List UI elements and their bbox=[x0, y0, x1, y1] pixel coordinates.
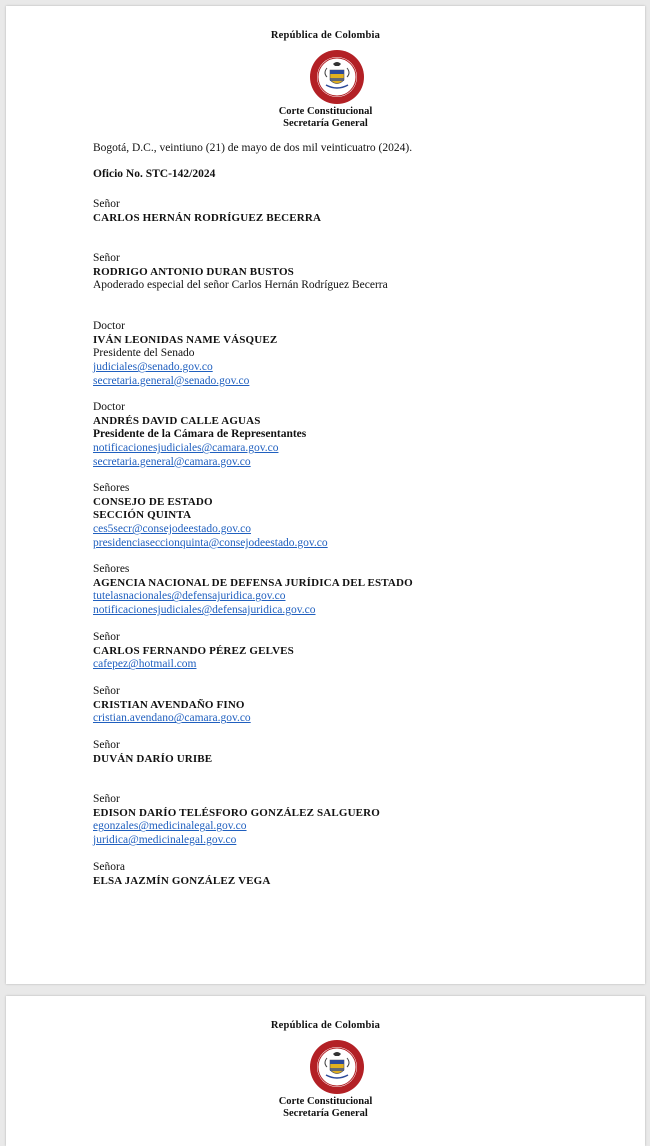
recipient-name: EDISON DARÍO TELÉSFORO GONZÁLEZ SALGUERO bbox=[93, 806, 380, 819]
recipient-block bbox=[93, 401, 625, 470]
org-name: Corte Constitucional bbox=[278, 106, 373, 117]
document-page-1 bbox=[6, 6, 645, 984]
recipient-title: Doctor bbox=[93, 320, 125, 332]
coat-of-arms-seal-icon bbox=[309, 49, 365, 105]
recipient-name: DUVÁN DARÍO URIBE bbox=[93, 752, 213, 765]
country-heading: República de Colombia bbox=[270, 30, 381, 41]
recipient-title: Señor bbox=[93, 198, 120, 210]
recipient-name: CRISTIAN AVENDAÑO FINO bbox=[93, 698, 245, 711]
email-link[interactable]: secretaria.general@camara.gov.co bbox=[93, 455, 251, 468]
recipient-name: CONSEJO DE ESTADO bbox=[93, 495, 213, 508]
email-link[interactable]: egonzales@medicinalegal.gov.co bbox=[93, 820, 247, 833]
email-link[interactable]: cristian.avendano@camara.gov.co bbox=[93, 712, 251, 725]
email-link[interactable]: judiciales@senado.gov.co bbox=[93, 361, 213, 374]
email-link[interactable]: juridica@medicinalegal.gov.co bbox=[93, 834, 237, 847]
recipient-role: Presidente de la Cámara de Representantes bbox=[93, 428, 307, 441]
email-link[interactable]: notificacionesjudiciales@camara.gov.co bbox=[93, 442, 279, 455]
recipient-name: AGENCIA NACIONAL DE DEFENSA JURÍDICA DEL ESTADO bbox=[93, 576, 413, 589]
recipient-block bbox=[93, 563, 625, 618]
recipient-block bbox=[93, 685, 625, 726]
letter-body bbox=[93, 142, 625, 180]
email-link[interactable]: tutelasnacionales@defensajuridica.gov.co bbox=[93, 590, 286, 603]
letterhead bbox=[6, 30, 645, 41]
recipient-title: Doctor bbox=[93, 401, 125, 413]
recipient-block bbox=[93, 739, 625, 766]
recipient-block bbox=[93, 320, 625, 389]
email-link[interactable]: cafepez@hotmail.com bbox=[93, 658, 197, 671]
recipient-name: RODRIGO ANTONIO DURAN BUSTOS bbox=[93, 265, 294, 278]
recipient-block bbox=[93, 631, 625, 672]
email-link[interactable]: notificacionesjudiciales@defensajuridica.gov.co bbox=[93, 604, 316, 617]
recipient-name: ANDRÉS DAVID CALLE AGUAS bbox=[93, 414, 261, 427]
email-link[interactable]: secretaria.general@senado.gov.co bbox=[93, 374, 250, 387]
country-heading: República de Colombia bbox=[270, 1020, 381, 1031]
recipient-title: Señor bbox=[93, 793, 120, 805]
document-page-2 bbox=[6, 996, 645, 1146]
oficio-number: Oficio No. STC-142/2024 bbox=[93, 168, 216, 180]
recipient-title: Señores bbox=[93, 482, 130, 494]
recipient-title: Señor bbox=[93, 739, 120, 751]
recipient-block bbox=[93, 861, 625, 888]
recipient-name: IVÁN LEONIDAS NAME VÁSQUEZ bbox=[93, 333, 278, 346]
recipient-title: Señor bbox=[93, 685, 120, 697]
recipient-title: Señor bbox=[93, 631, 120, 643]
recipient-title: Señor bbox=[93, 252, 120, 264]
recipient-block bbox=[93, 482, 625, 551]
recipient-title: Señores bbox=[93, 563, 130, 575]
recipient-name: ELSA JAZMÍN GONZÁLEZ VEGA bbox=[93, 874, 271, 887]
recipient-subname: SECCIÓN QUINTA bbox=[93, 509, 192, 522]
org-department: Secretaría General bbox=[283, 1108, 368, 1119]
recipient-title: Señora bbox=[93, 861, 125, 873]
recipient-role: Presidente del Senado bbox=[93, 347, 195, 360]
recipient-block bbox=[93, 198, 625, 225]
coat-of-arms-seal-icon bbox=[309, 1039, 365, 1095]
email-link[interactable]: presidenciaseccionquinta@consejodeestado.gov.co bbox=[93, 536, 328, 549]
recipient-name: CARLOS HERNÁN RODRÍGUEZ BECERRA bbox=[93, 211, 322, 224]
recipient-block bbox=[93, 252, 625, 293]
recipient-name: CARLOS FERNANDO PÉREZ GELVES bbox=[93, 644, 294, 657]
recipient-role: Apoderado especial del señor Carlos Hernán Rodríguez Becerra bbox=[93, 279, 388, 292]
recipient-block bbox=[93, 793, 625, 848]
org-name: Corte Constitucional bbox=[278, 1096, 373, 1107]
email-link[interactable]: ces5secr@consejodeestado.gov.co bbox=[93, 523, 252, 536]
org-department: Secretaría General bbox=[283, 118, 368, 129]
letter-date: Bogotá, D.C., veintiuno (21) de mayo de dos mil veinticuatro (2024). bbox=[93, 142, 413, 154]
